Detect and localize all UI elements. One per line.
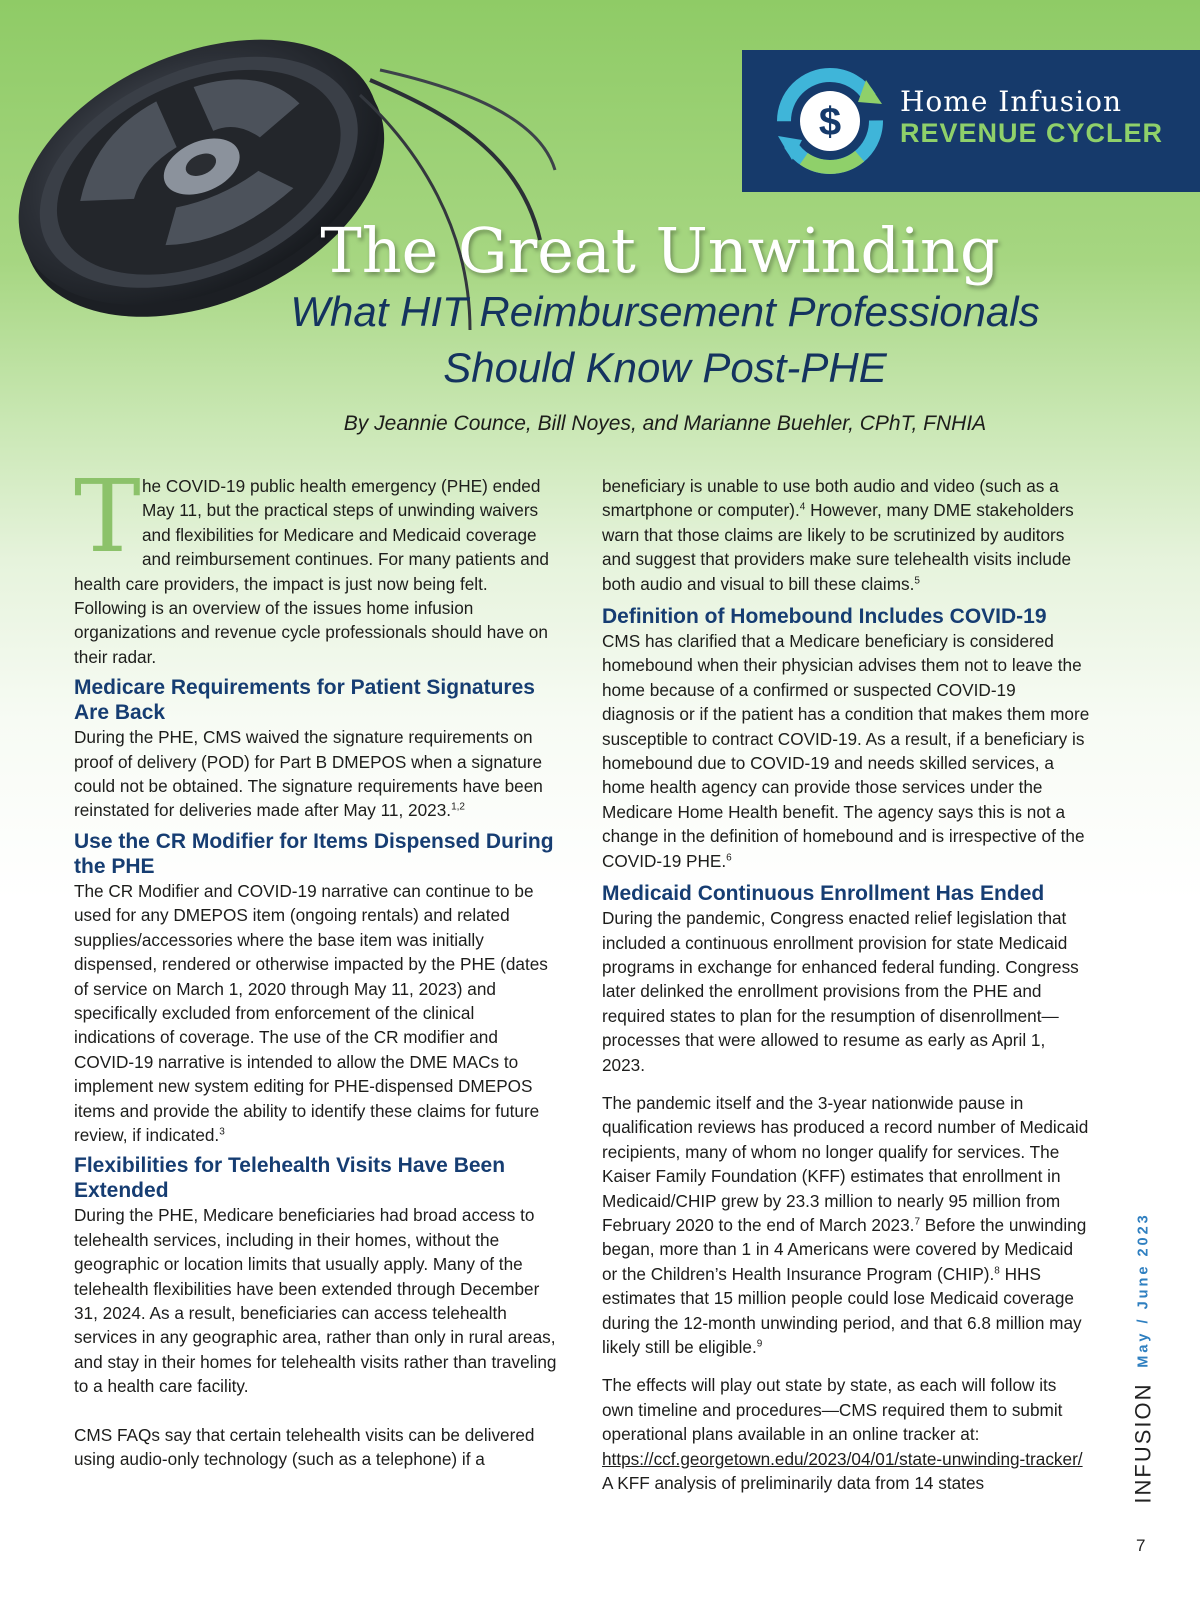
footnote-ref: 7 [914, 1216, 921, 1228]
footnote-ref: 3 [219, 1126, 225, 1138]
paragraph-text: CMS has clarified that a Medicare beneficiary is considered homebound when their physician advises them not to leave the home because of a confirmed or suspected COVID-19 diagnosis or if the patient has a condition that makes them more susceptible to contract COVID-19. As a result, if a beneficiary is homebound due to COVID-19 and needs skilled services, a home health agency can provide those services under the Medicare Home Health benefit. The agency says this is not a change in the definition of homebound and is irrespective of the COVID-19 PHE. [602, 631, 1090, 871]
badge-line-2: REVENUE CYCLER [900, 118, 1164, 148]
footnote-ref: 1,2 [451, 801, 465, 813]
page-number: 7 [1136, 1536, 1146, 1555]
magazine-name-text: INFUSION [1131, 1382, 1156, 1504]
drop-cap: T [74, 458, 141, 575]
section-heading-signatures: Medicare Requirements for Patient Signatures Are Back [74, 676, 535, 725]
paragraph-text: During the PHE, CMS waived the signature requirements on proof of delivery (POD) for Part B DMEPOS when a signature could not be obtained. The signature requirements have been reinstated for deliveries made after May 11, 2023. [74, 727, 543, 821]
paragraph-text: HHS estimates that 15 million people could lose Medicaid coverage during the 12-month unwinding period, and that 6.8 million may likely still be eligible. [602, 1263, 1082, 1357]
paragraph-text: However, many DME stakeholders warn that those claims are likely to be scrutinized by auditors and suggest that providers make sure telehealth visits include both audio and visual to bill these claims. [602, 500, 1074, 594]
paragraph-telehealth: During the PHE, Medicare beneficiaries had broad access to telehealth services, including in their homes, without the geographic or location limits that usually apply. Many of the telehealth flexibilities have been extended through December 31, 2024. As a result, beneficiaries can access telehealth services in any geographic area, rather than only in rural areas, and stay in their homes for telehealth visits rather than traveling to a health care facility. [74, 1205, 557, 1397]
paragraph-text: beneficiary is unable to use both audio and video (such as a smartphone or computer). [602, 476, 1059, 521]
issue-date-text: May / June 2023 [1136, 1212, 1153, 1368]
paragraph-cr-modifier [74, 879, 560, 1147]
paragraph-medicaid: During the pandemic, Congress enacted relief legislation that included a continuous enrollment provision for state Medicaid programs in exchange for enhanced federal funding. Congress later delinked the enrollment provisions from the PHE and required states to plan for the resumption of disenrollment—processes that were allowed to resume as early as April 1, 2023. [602, 908, 1079, 1075]
section-heading-cr-modifier: Use the CR Modifier for Items Dispensed During the PHE [74, 829, 554, 878]
issue-date [1124, 1210, 1164, 1370]
paragraph-text: The CR Modifier and COVID-19 narrative can continue to be used for any DMEPOS item (ongoing rentals) and related supplies/accessories where the base item was initially dispensed, rendered or otherwise impacted by the PHE (dates of service on March 1, 2020 through May 11, 2023) and specifically excluded from enforcement of the clinical indications of coverage. The use of the CR modifier and COVID-19 narrative is intended to allow the DME MACs to implement new system editing for PHE-dispensed DMEPOS items and provide the ability to identify these claims for future review, if indicated. [74, 880, 548, 1145]
header-badge [742, 50, 1200, 192]
left-column [74, 458, 560, 1471]
tracker-link[interactable]: https://ccf.georgetown.edu/2023/04/01/state-unwinding-tracker/ [602, 1448, 1083, 1469]
paragraph-effects [602, 1373, 1092, 1495]
paragraph-text: The pandemic itself and the 3-year nationwide pause in qualification reviews has produced a record number of Medicaid recipients, many of whom no longer qualify for services. The Kaiser Family Foundation (KFF) estimates that enrollment in Medicaid/CHIP grew by 23.3 million to nearly 95 million from February 2020 to the end of March 2023. [602, 1092, 1089, 1235]
right-column [602, 474, 1092, 1495]
magazine-name [1124, 1382, 1164, 1504]
paragraph-cms-faqs: CMS FAQs say that certain telehealth visits can be delivered using audio-only technology (such as a telephone) if a [74, 1424, 535, 1469]
article-byline: By Jeannie Counce, Bill Noyes, and Marianne Buehler, CPhT, FNHIA [343, 412, 987, 435]
intro-text: he COVID-19 public health emergency (PHE) ended May 11, but the practical steps of unwinding waivers and flexibilities for Medicare and Medicaid coverage and reimbursement continues. For many patients and health care providers, the impact is just now being felt. Following is an overview of the issues home infusion organizations and revenue cycle professionals should have on their radar. [74, 476, 549, 667]
article-title: The Great Unwinding [320, 214, 1000, 287]
footnote-ref: 6 [726, 851, 732, 863]
paragraph-pandemic [602, 1091, 1092, 1359]
badge-title [900, 85, 1164, 148]
paragraph-audio-only [602, 474, 1092, 596]
intro-paragraph [74, 458, 560, 669]
footnote-ref: 9 [756, 1338, 763, 1350]
paragraph-text: The effects will play out state by state, as each will follow its own timeline and procedures—CMS required them to submit operational plans available in an online tracker at: [602, 1375, 1063, 1445]
badge-line-1: Home Infusion [900, 85, 1123, 118]
section-heading-telehealth: Flexibilities for Telehealth Visits Have Been Extended [74, 1154, 506, 1203]
footnote-ref: 5 [914, 574, 920, 586]
svg-text:$: $ [818, 100, 842, 144]
paragraph-text: A KFF analysis of preliminarily data from 14 states [602, 1473, 985, 1494]
footnote-ref: 8 [994, 1265, 1000, 1277]
section-heading-homebound: Definition of Homebound Includes COVID-19 [602, 605, 1047, 629]
section-heading-medicaid: Medicaid Continuous Enrollment Has Ended [602, 882, 1045, 906]
paragraph-text: Before the unwinding began, more than 1 in 4 Americans were covered by Medicaid or the Children’s Health Insurance Program (CHIP). [602, 1214, 1087, 1284]
article-subtitle: What HIT Reimbursement Professionals Should Know Post-PHE [290, 288, 1040, 391]
paragraph-signatures [74, 725, 560, 823]
paragraph-homebound [602, 629, 1092, 873]
dollar-cycle-icon [770, 60, 890, 182]
vertical-sidebar [1124, 1210, 1164, 1504]
footnote-ref: 4 [799, 501, 806, 513]
